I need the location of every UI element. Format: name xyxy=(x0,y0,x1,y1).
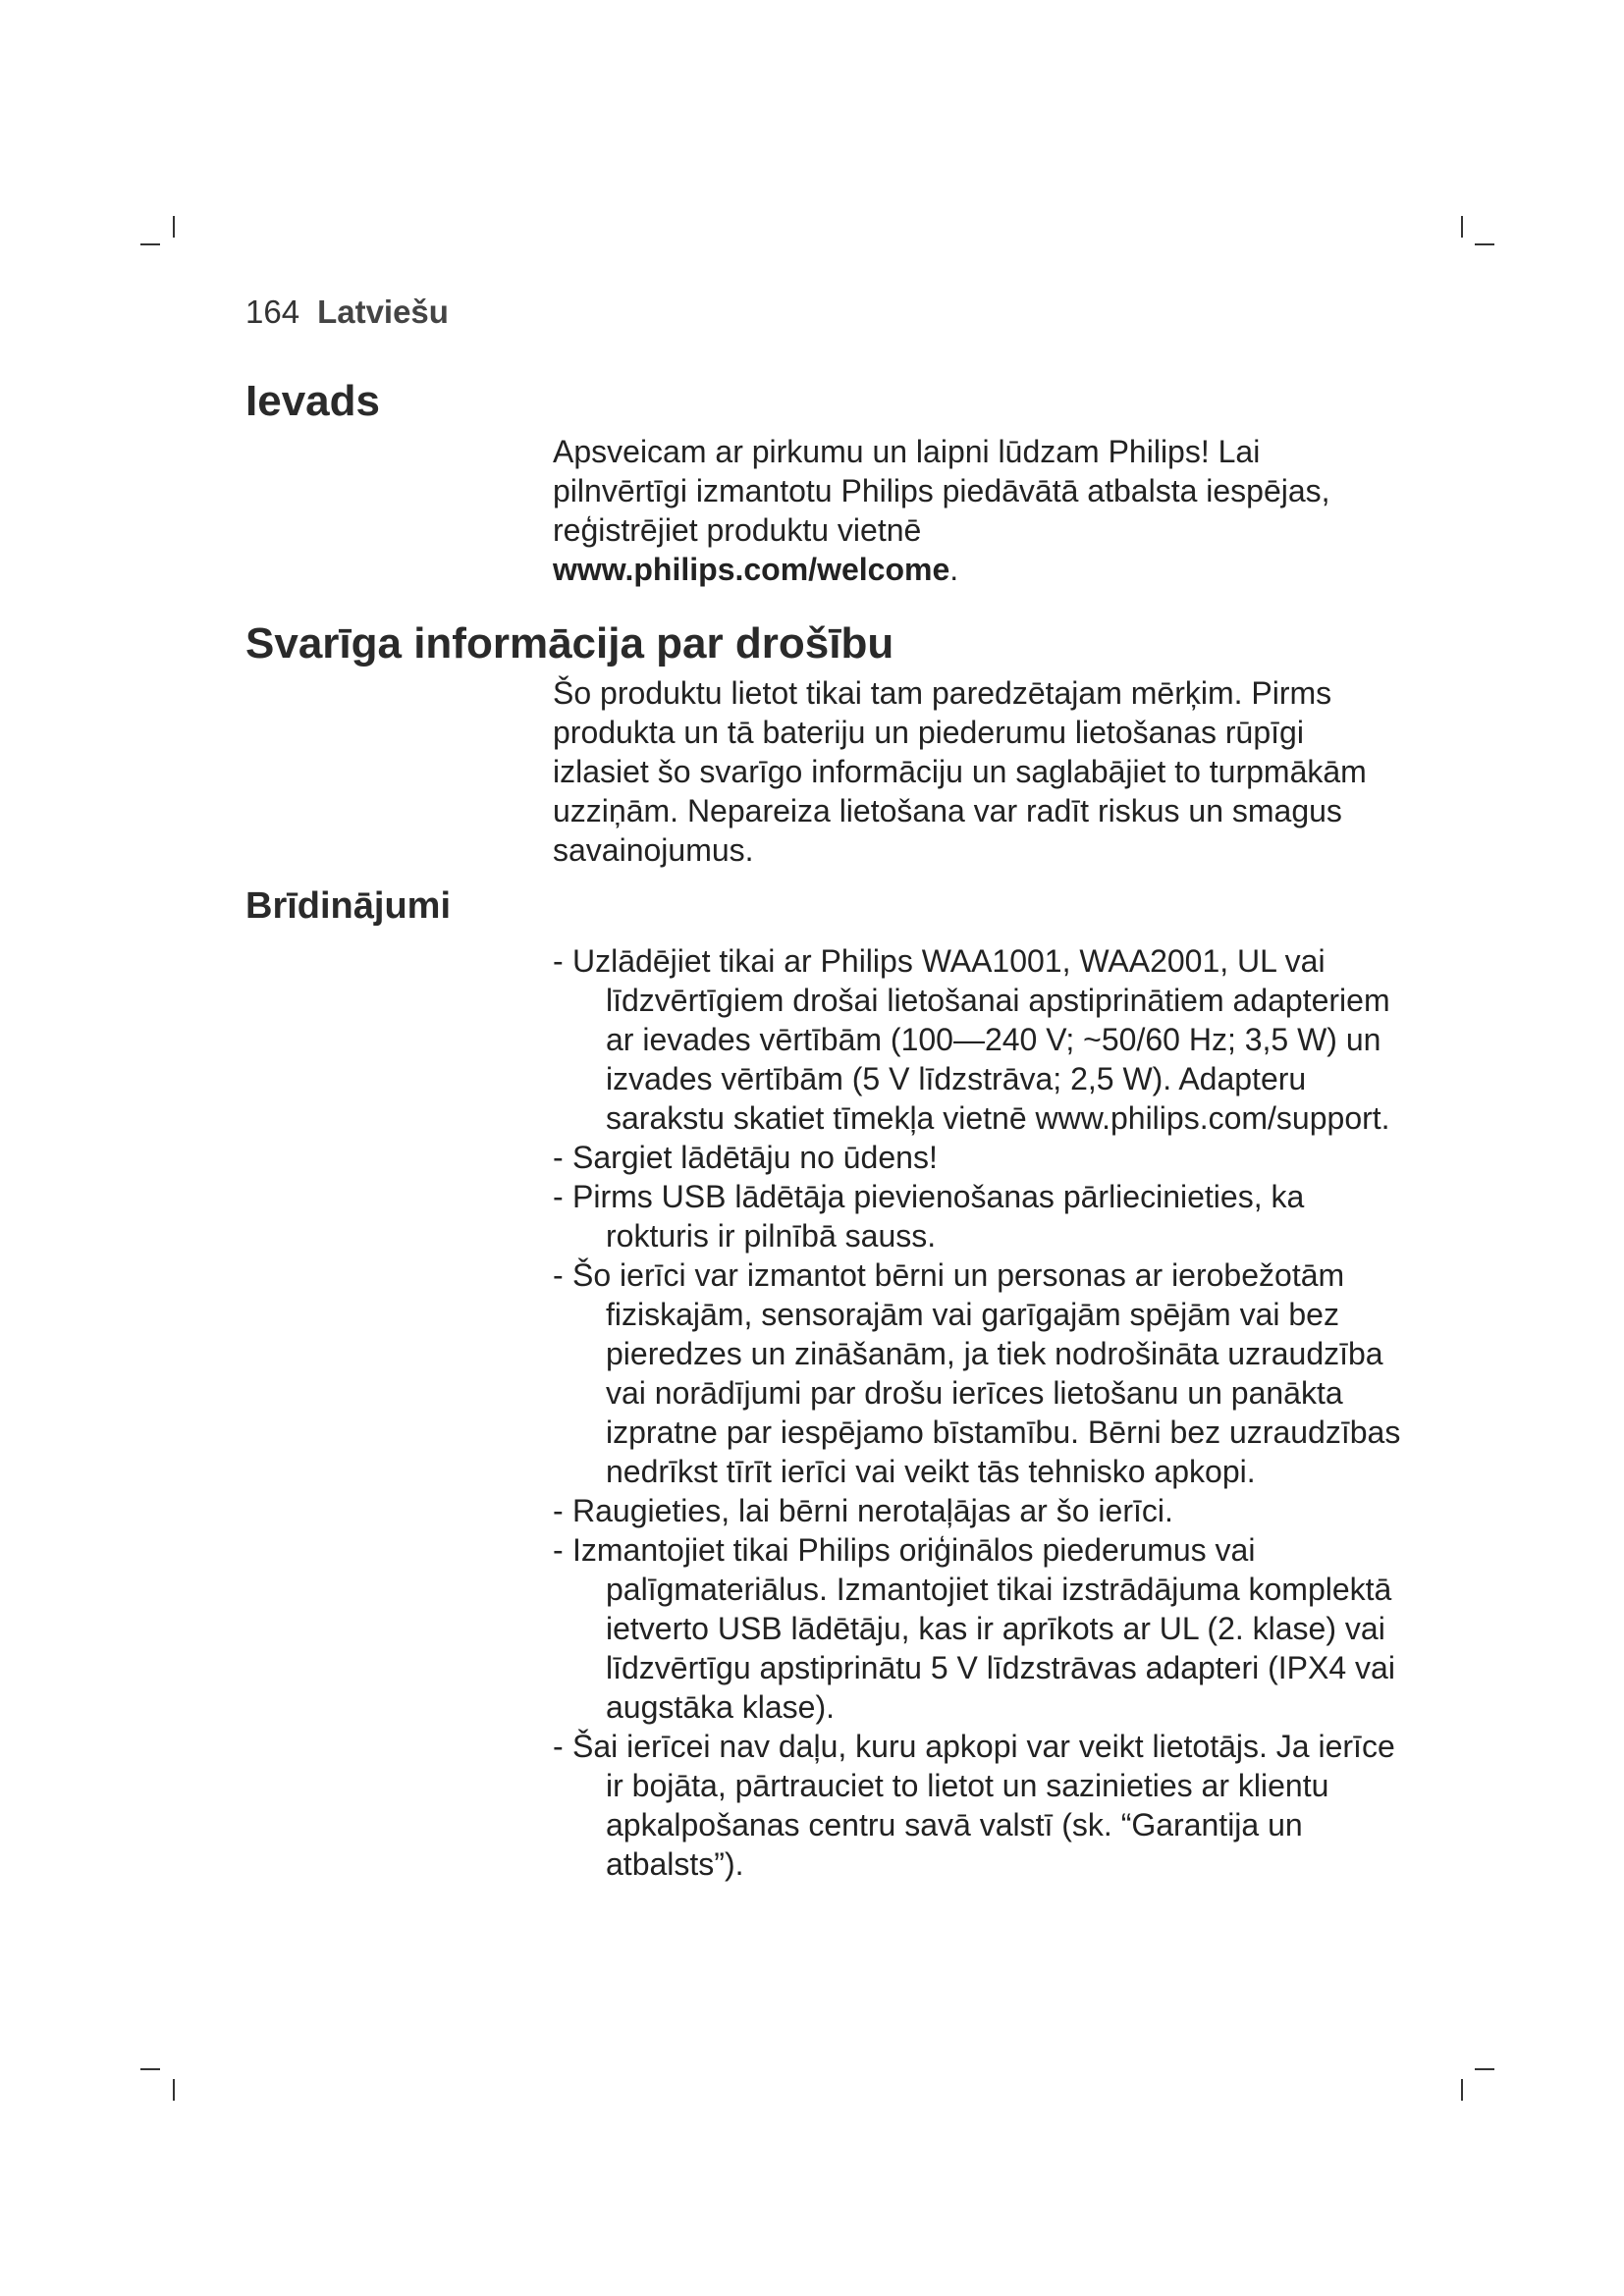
warnings-heading: Brīdinājumi xyxy=(245,885,452,927)
intro-heading: Ievads xyxy=(245,377,380,425)
page-number: 164 xyxy=(245,294,300,330)
safety-heading: Svarīga informācija par drošību xyxy=(245,619,894,667)
intro-text: Apsveicam ar pirkumu un laipni lūdzam Philips! Lai pilnvērtīgi izmantotu Philips piedāvātā atbalsta iespējas, reģistrējiet produktu vietnē xyxy=(553,434,1330,548)
bullet-dash: - xyxy=(553,1179,564,1214)
warnings-list xyxy=(553,941,1407,1884)
crop-mark xyxy=(1461,2079,1463,2101)
list-item-text: Izmantojiet tikai Philips oriģinālos piederumus vai palīgmateriālus. Izmantojiet tikai izstrādājuma komplektā ietverto USB lādētāju, kas ir aprīkots ar UL (2. klase) vai līdzvērtīgu apstiprinātu 5 V līdzstrāvas adapteri (IPX4 vai augstāka klase). xyxy=(572,1532,1395,1725)
safety-paragraph: Šo produktu lietot tikai tam paredzētajam mērķim. Pirms produkta un tā bateriju un piederumu lietošanas rūpīgi izlasiet šo svarīgo informāciju un saglabājiet to turpmākām uzziņām. Nepareiza lietošana var radīt riskus un smagus savainojumus. xyxy=(553,675,1367,868)
language-label: Latviešu xyxy=(317,294,449,330)
list-item-text: Šai ierīcei nav daļu, kuru apkopi var veikt lietotājs. Ja ierīce ir bojāta, pārtrauciet to lietot un sazinieties ar klientu apkalpošanas centru savā valstī (sk. “Garantija un atbalsts”). xyxy=(572,1729,1395,1882)
list-item xyxy=(553,1255,1407,1491)
crop-mark xyxy=(140,243,160,245)
list-item-text: Pirms USB lādētāja pievienošanas pārliecinieties, ka rokturis ir pilnībā sauss. xyxy=(572,1179,1305,1254)
list-item-text: Uzlādējiet tikai ar Philips WAA1001, WAA2001, UL vai līdzvērtīgiem drošai lietošanai apstiprinātiem adapteriem ar ievades vērtībām (100—240 V; ~50/60 Hz; 3,5 W) un izvades vērtībām (5 V līdzstrāva; 2,5 W). Adapteru sarakstu skatiet tīmekļa vietnē www.philips.com/support. xyxy=(572,943,1390,1136)
crop-mark xyxy=(1475,243,1494,245)
list-item xyxy=(553,1727,1407,1884)
list-item-text: Sargiet lādētāju no ūdens! xyxy=(572,1140,938,1175)
list-item xyxy=(553,1491,1407,1530)
list-item xyxy=(553,1177,1407,1255)
bullet-dash: - xyxy=(553,943,564,979)
intro-url-suffix: . xyxy=(949,552,959,587)
crop-mark xyxy=(1461,216,1463,238)
crop-mark xyxy=(173,2079,175,2101)
bullet-dash: - xyxy=(553,1729,564,1764)
bullet-dash: - xyxy=(553,1493,564,1528)
list-item xyxy=(553,1530,1407,1727)
list-item-text: Raugieties, lai bērni nerotaļājas ar šo ierīci. xyxy=(572,1493,1173,1528)
list-item xyxy=(553,1138,1407,1177)
bullet-dash: - xyxy=(553,1257,564,1293)
running-head xyxy=(245,293,449,332)
crop-mark xyxy=(173,216,175,238)
crop-mark xyxy=(1475,2068,1494,2070)
list-item-text: Šo ierīci var izmantot bērni un personas ar ierobežotām fiziskajām, sensorajām vai garīgajām spējām vai bez pieredzes un zināšanām, ja tiek nodrošināta uzraudzība vai norādījumi par drošu ierīces lietošanu un panākta izpratne par iespējamo bīstamību. Bērni bez uzraudzības nedrīkst tīrīt ierīci vai veikt tās tehnisko apkopi. xyxy=(572,1257,1401,1489)
welcome-link[interactable]: www.philips.com/welcome xyxy=(553,552,950,587)
intro-paragraph xyxy=(553,432,1397,589)
bullet-dash: - xyxy=(553,1532,564,1568)
crop-mark xyxy=(140,2068,160,2070)
list-item xyxy=(553,941,1407,1138)
bullet-dash: - xyxy=(553,1140,564,1175)
